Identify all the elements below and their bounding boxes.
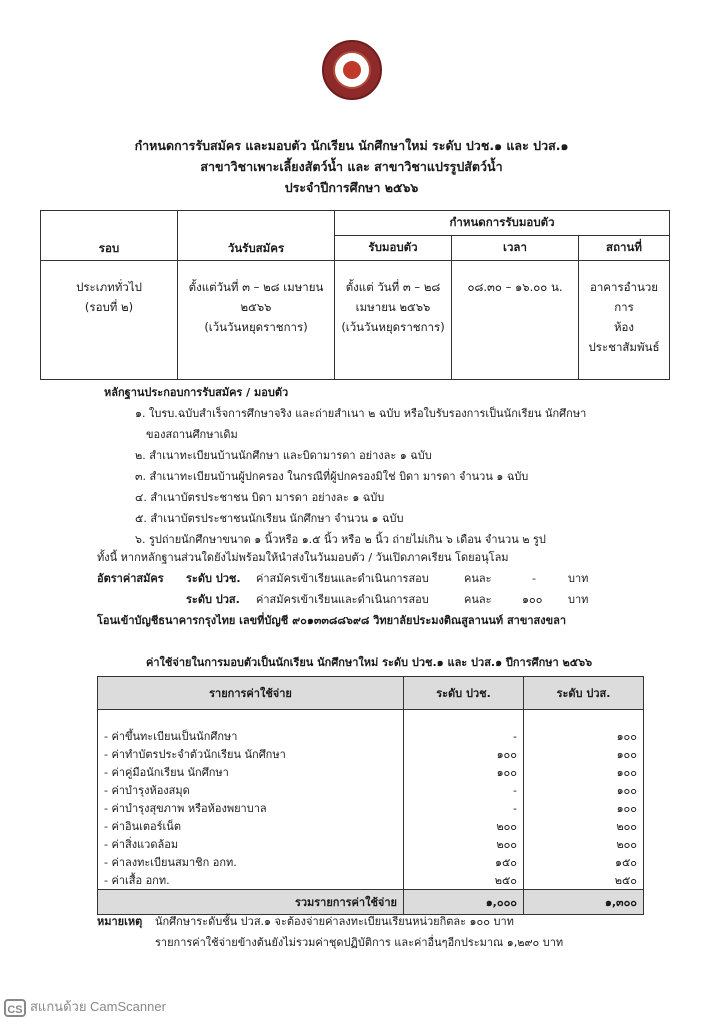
th-time: เวลา — [452, 236, 579, 261]
fee-per-pvc: คนละ — [464, 572, 492, 585]
expense-pvc: ๑๐๐ — [404, 763, 524, 781]
doc-title-line-2: สาขาวิชาเพาะเลี้ยงสัตว์น้ำ และ สาขาวิชาแปรรูปสัตว์น้ำ — [200, 159, 503, 174]
remark-line-2: รายการค่าใช้จ่ายข้างต้นยังไม่รวมค่าชุดปฏิบัติการ และค่าอื่นๆอีกประมาณ ๑,๒๙๐ บาท — [155, 936, 564, 949]
camscanner-text: สแกนด้วย CamScanner — [30, 999, 166, 1014]
th-report-date: รับมอบตัว — [335, 236, 452, 261]
cell-apply-date — [178, 261, 335, 380]
apply-date-range: ตั้งแต่วันที่ ๓ – ๒๘ เมษายน ๒๕๖๖ — [188, 280, 324, 314]
expense-table-title: ค่าใช้จ่ายในการมอบตัวเป็นนักเรียน นักศึกษาใหม่ ระดับ ปวช.๑ และ ปวส.๑ ปีการศึกษา ๒๕๖๖ — [146, 656, 593, 669]
fee-level-pvs: ระดับ ปวส. — [186, 593, 240, 606]
expense-item: - ค่าอินเตอร์เน็ต — [98, 817, 404, 835]
camscanner-watermark — [4, 996, 166, 1017]
fee-per-pvs: คนละ — [464, 593, 492, 606]
th-apply-date: วันรับสมัคร — [178, 211, 335, 261]
expense-item: - ค่าบำรุงห้องสมุด — [98, 781, 404, 799]
fee-desc-pvs: ค่าสมัครเข้าเรียนและดำเนินการสอบ — [256, 593, 429, 606]
fee-label: อัตราค่าสมัคร — [97, 572, 164, 585]
table-row — [98, 799, 644, 817]
fee-desc-pvc: ค่าสมัครเข้าเรียนและดำเนินการสอบ — [256, 572, 429, 585]
total-pvc: ๑,๐๐๐ — [404, 890, 524, 915]
expense-pvs: ๑๕๐ — [524, 853, 644, 871]
camscanner-logo-icon: CS — [4, 999, 26, 1017]
report-time: ๐๘.๓๐ – ๑๖.๐๐ น. — [467, 280, 563, 294]
college-seal-logo — [322, 40, 382, 100]
documents-note: ทั้งนี้ หากหลักฐานส่วนใดยังไม่พร้อมให้นำส่งในวันมอบตัว / วันเปิดภาคเรียน โดยอนุโลม — [97, 551, 509, 564]
expense-table — [97, 676, 644, 915]
report-date-line-1: ตั้งแต่ วันที่ ๓ – ๒๘ — [345, 280, 441, 294]
table-row — [98, 727, 644, 745]
cell-time — [452, 261, 579, 380]
report-date-line-2: เมษายน ๒๕๖๖ — [355, 300, 431, 314]
fee-unit-pvc: บาท — [568, 572, 589, 585]
th-pvs: ระดับ ปวส. — [524, 677, 644, 710]
expense-pvs: ๒๐๐ — [524, 817, 644, 835]
expense-pvc: ๑๐๐ — [404, 745, 524, 763]
expense-item: - ค่าขึ้นทะเบียนเป็นนักศึกษา — [98, 727, 404, 745]
round-number: (รอบที่ ๒) — [84, 300, 134, 314]
expense-pvc: - — [404, 727, 524, 745]
bank-account: โอนเข้าบัญชีธนาคารกรุงไทย เลขที่บัญชี ๙๐๑๓๓๘๘๖๙๘ วิทยาลัยประมงติณสูลานนท์ สาขาสงขลา — [97, 614, 567, 627]
expense-pvc: ๒๕๐ — [404, 871, 524, 890]
report-date-note: (เว้นวันหยุดราชการ) — [341, 320, 445, 334]
cell-report-date — [335, 261, 452, 380]
table-row — [98, 763, 644, 781]
expense-pvs: ๑๐๐ — [524, 781, 644, 799]
apply-date-note: (เว้นวันหยุดราชการ) — [204, 320, 308, 334]
cell-place — [579, 261, 670, 380]
expense-pvc: ๒๐๐ — [404, 817, 524, 835]
doc-title-line-1: กำหนดการรับสมัคร และมอบตัว นักเรียน นักศึกษาใหม่ ระดับ ปวช.๑ และ ปวส.๑ — [134, 138, 569, 153]
table-row — [98, 835, 644, 853]
expense-item: - ค่าเสื้อ อกท. — [98, 871, 404, 890]
expense-pvs: ๒๐๐ — [524, 835, 644, 853]
expense-pvc: - — [404, 781, 524, 799]
total-pvs: ๑,๓๐๐ — [524, 890, 644, 915]
total-label: รวมรายการค่าใช้จ่าย — [98, 890, 404, 915]
document-item-5: ๕. สำเนาบัตรประชาชนนักเรียน นักศึกษา จำนวน ๑ ฉบับ — [135, 512, 404, 525]
remark-line-1: นักศึกษาระดับชั้น ปวส.๑ จะต้องจ่ายค่าลงทะเบียนเรียนหน่วยกิตละ ๑๐๐ บาท — [155, 915, 514, 928]
table-row — [98, 817, 644, 835]
th-report-group: กำหนดการรับมอบตัว — [335, 211, 670, 236]
table-row — [98, 853, 644, 871]
th-expense-item: รายการค่าใช้จ่าย — [98, 677, 404, 710]
table-row — [98, 871, 644, 890]
th-place: สถานที่ — [579, 236, 670, 261]
expense-pvs: ๑๐๐ — [524, 745, 644, 763]
expense-pvs: ๒๕๐ — [524, 871, 644, 890]
document-item-4: ๔. สำเนาบัตรประชาชน บิดา มารดา อย่างละ ๑ ฉบับ — [135, 491, 385, 504]
expense-item: - ค่าทำบัตรประจำตัวนักเรียน นักศึกษา — [98, 745, 404, 763]
table-row — [98, 745, 644, 763]
place-room: ห้องประชาสัมพันธ์ — [588, 320, 660, 354]
remark-label: หมายเหตุ — [97, 915, 143, 928]
table-row — [98, 781, 644, 799]
expense-pvs: ๑๐๐ — [524, 799, 644, 817]
expense-pvs: ๑๐๐ — [524, 727, 644, 745]
fee-level-pvc: ระดับ ปวช. — [186, 572, 241, 585]
document-item-6: ๖. รูปถ่ายนักศึกษาขนาด ๑ นิ้วหรือ ๑.๕ นิ้ว หรือ ๒ นิ้ว ถ่ายไม่เกิน ๖ เดือน จำนวน ๒ รูป — [135, 533, 546, 546]
fee-amount-pvc: - — [532, 572, 536, 585]
expense-item: - ค่าลงทะเบียนสมาชิก อกท. — [98, 853, 404, 871]
place-building: อาคารอำนวยการ — [589, 280, 659, 314]
expense-pvc: ๒๐๐ — [404, 835, 524, 853]
document-item-2: ๒. สำเนาทะเบียนบ้านนักศึกษา และบิดามารดา อย่างละ ๑ ฉบับ — [135, 449, 432, 462]
expense-pvc: ๑๕๐ — [404, 853, 524, 871]
expense-pvc: - — [404, 799, 524, 817]
fee-unit-pvs: บาท — [568, 593, 589, 606]
expense-pvs: ๑๐๐ — [524, 763, 644, 781]
documents-heading: หลักฐานประกอบการรับสมัคร / มอบตัว — [104, 386, 289, 399]
th-pvc: ระดับ ปวช. — [404, 677, 524, 710]
cell-round — [41, 261, 178, 380]
round-type: ประเภททั่วไป — [76, 280, 142, 294]
document-item-3: ๓. สำเนาทะเบียนบ้านผู้ปกครอง ในกรณีที่ผู้ปกครองมิใช่ บิดา มารดา จำนวน ๑ ฉบับ — [135, 470, 529, 483]
expense-item: - ค่าบำรุงสุขภาพ หรือห้องพยาบาล — [98, 799, 404, 817]
fee-amount-pvs: ๑๐๐ — [522, 593, 543, 606]
document-item-1-cont: ของสถานศึกษาเดิม — [146, 428, 238, 441]
document-item-1: ๑. ใบรบ.ฉบับสำเร็จการศึกษาจริง และถ่ายสำเนา ๒ ฉบับ หรือใบรับรองการเป็นนักเรียน นักศึกษา — [135, 407, 587, 420]
th-round: รอบ — [41, 211, 178, 261]
schedule-table — [40, 210, 670, 380]
doc-title-line-3: ประจำปีการศึกษา ๒๕๖๖ — [284, 180, 419, 195]
expense-item: - ค่าสิ่งแวดล้อม — [98, 835, 404, 853]
expense-item: - ค่าคู่มือนักเรียน นักศึกษา — [98, 763, 404, 781]
